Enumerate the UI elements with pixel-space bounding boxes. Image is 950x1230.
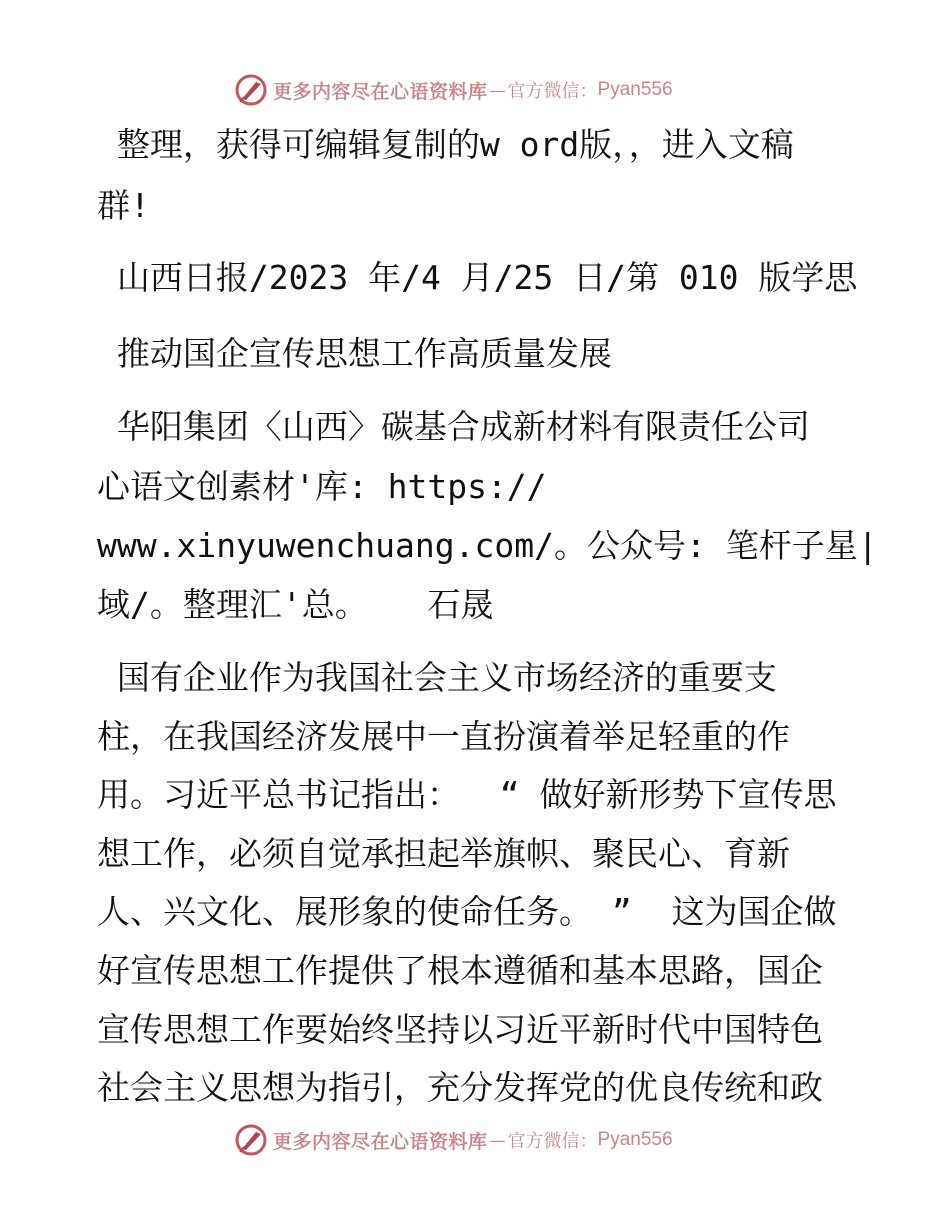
body-line: 群! xyxy=(97,186,150,225)
banner-dash: — xyxy=(489,80,506,100)
body-line: 想工作，必须自觉承担起举旗帜、聚民心、育新 xyxy=(97,834,790,873)
body-line: 柱，在我国经济发展中一直扮演着举足轻重的作 xyxy=(97,717,790,756)
quill-seal-icon xyxy=(234,1123,268,1157)
header-watermark-banner xyxy=(234,72,714,108)
body-line: 域/。整理汇'总。 石晟 xyxy=(97,585,494,624)
body-line: www.xinyuwenchuang.com/。公众号: 笔杆子星| xyxy=(97,526,878,565)
footer-watermark-banner xyxy=(234,1122,714,1158)
banner-dash: — xyxy=(489,1130,506,1150)
body-line: 推动国企宣传思想工作高质量发展 xyxy=(97,334,612,373)
quill-seal-icon xyxy=(234,73,268,107)
body-line: 华阳集团〈山西〉碳基合成新材料有限责任公司 xyxy=(97,407,810,446)
body-line: 用。习近平总书记指出： “ 做好新形势下宣传思 xyxy=(97,775,837,814)
body-line: 山西日报/2023 年/4 月/25 日/第 010 版学思 xyxy=(97,258,858,297)
banner-wechat-id: Pyan556 xyxy=(597,79,673,100)
banner-official-label: 官方微信： xyxy=(507,1131,598,1152)
banner-official-label: 官方微信： xyxy=(507,81,598,102)
body-line: 心语文创素材'库: https:// xyxy=(97,467,547,506)
banner-wechat-id: Pyan556 xyxy=(597,1129,673,1150)
banner-main-text: 更多内容尽在心语资料库 xyxy=(273,80,488,103)
body-line: 国有企业作为我国社会主义市场经济的重要支 xyxy=(97,658,777,697)
body-line: 整理，获得可编辑复制的w ord版，，进入文稿 xyxy=(97,125,794,164)
body-line: 宣传思想工作要始终坚持以习近平新时代中国特色 xyxy=(97,1010,823,1049)
body-line: 人、兴文化、展形象的使命任务。 ” 这为国企做 xyxy=(97,892,837,931)
body-line: 好宣传思想工作提供了根本遵循和基本思路，国企 xyxy=(97,951,823,990)
body-line: 社会主义思想为指引，充分发挥党的优良传统和政 xyxy=(97,1068,823,1107)
banner-main-text: 更多内容尽在心语资料库 xyxy=(273,1130,488,1153)
